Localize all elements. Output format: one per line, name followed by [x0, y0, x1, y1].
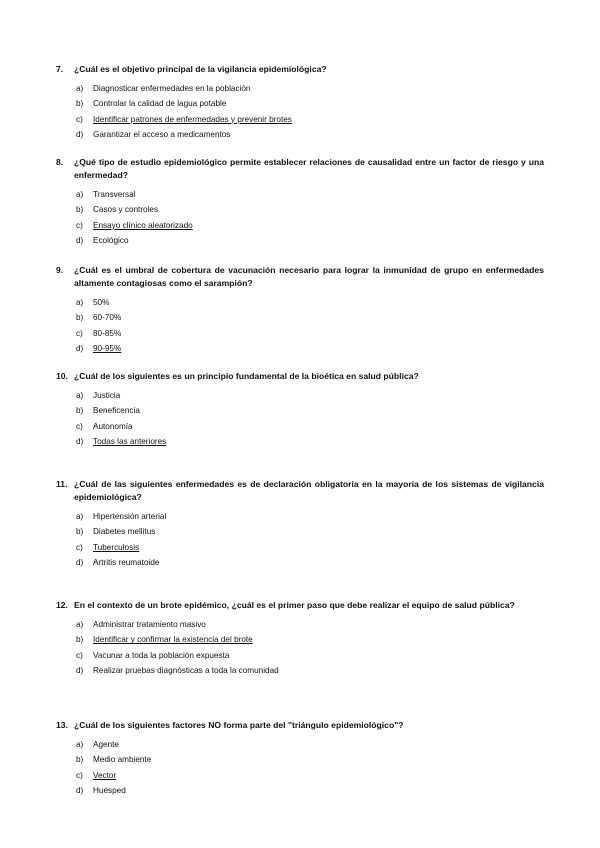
question-header [56, 63, 544, 76]
option-a [76, 295, 544, 310]
answer-options [76, 737, 544, 798]
option-d [76, 783, 544, 798]
option-c [76, 648, 544, 663]
question-number: 13. [56, 720, 68, 730]
option-a [76, 187, 544, 202]
option-text: 80-85% [93, 328, 122, 338]
option-letter: a) [76, 740, 84, 749]
option-letter: b) [76, 635, 84, 645]
option-letter: c) [76, 650, 83, 660]
answer-options [76, 388, 544, 449]
option-letter: c) [76, 220, 83, 230]
option-letter: a) [76, 190, 84, 199]
question-text: En el contexto de un brote epidémico, ¿cuál es el primer paso que debe realizar el equipo de salud pública? [74, 600, 515, 610]
option-letter: c) [76, 114, 83, 124]
question-8 [56, 156, 544, 248]
option-text: Autonomía [93, 421, 133, 431]
option-c [76, 218, 544, 233]
option-b [76, 403, 544, 418]
question-number: 8. [56, 157, 64, 167]
question-header [56, 719, 544, 732]
correct-answer-text: Identificar patrones de enfermedades y prevenir brotes [93, 114, 292, 124]
option-text: Diabetes mellitus [93, 527, 156, 537]
option-b [76, 310, 544, 325]
correct-answer-text: Identificar y confirmar la existencia del brote [93, 635, 253, 645]
option-letter: c) [76, 542, 83, 552]
question-header [56, 264, 544, 290]
option-d [76, 663, 544, 678]
correct-answer-text: Ensayo clínico aleatorizado [93, 220, 193, 230]
option-b [76, 752, 544, 767]
question-number: 10. [56, 371, 68, 381]
option-letter: c) [76, 328, 83, 338]
question-text: ¿Cuál de los siguientes es un principio fundamental de la bioética en salud pública? [74, 371, 419, 381]
option-d [76, 127, 544, 142]
option-text: Justicia [93, 391, 121, 400]
option-letter: c) [76, 421, 83, 431]
correct-answer-text: Todas las anteriores [93, 436, 167, 446]
option-letter: a) [76, 620, 84, 629]
option-c [76, 326, 544, 341]
option-letter: a) [76, 298, 84, 307]
option-letter: b) [76, 99, 84, 109]
option-text: Garantizar el acceso a medicamentos [93, 129, 231, 139]
correct-answer-text: Vector [93, 770, 117, 780]
option-letter: b) [76, 755, 84, 765]
option-text: Administrar tratamiento masivo [93, 620, 206, 629]
option-d [76, 341, 544, 356]
question-13 [56, 719, 544, 798]
option-a [76, 81, 544, 96]
option-a [76, 617, 544, 632]
question-text: ¿Qué tipo de estudio epidemiológico permite establecer relaciones de causalidad entre un factor de riesgo y una enfermedad? [74, 157, 544, 180]
option-c [76, 419, 544, 434]
answer-options [76, 81, 544, 142]
option-letter: a) [76, 512, 84, 521]
question-header [56, 599, 544, 612]
option-a [76, 388, 544, 403]
question-number: 7. [56, 64, 64, 74]
question-11 [56, 478, 544, 570]
answer-options [76, 509, 544, 570]
question-header [56, 370, 544, 383]
option-letter: d) [76, 557, 84, 567]
option-text: Diagnosticar enfermedades en la población [93, 84, 251, 93]
question-number: 12. [56, 600, 68, 610]
option-b [76, 202, 544, 217]
option-text: Vacunar a toda la población expuesta [93, 650, 230, 660]
question-number: 11. [56, 479, 68, 489]
option-text: Agente [93, 740, 119, 749]
option-text: 60-70% [93, 313, 122, 323]
option-c [76, 540, 544, 555]
option-c [76, 112, 544, 127]
option-letter: d) [76, 665, 84, 675]
correct-answer-text: 90-95% [93, 343, 122, 353]
option-letter: b) [76, 527, 84, 537]
option-a [76, 737, 544, 752]
option-letter: d) [76, 343, 84, 353]
question-text: ¿Cuál de las siguientes enfermedades es de declaración obligatoria en la mayoría de los sistemas de vigilancia epidemiológica? [74, 479, 544, 502]
option-text: Beneficencia [93, 406, 140, 416]
question-text: ¿Cuál es el objetivo principal de la vigilancia epidemiológica? [74, 64, 327, 74]
correct-answer-text: Tuberculosis [93, 542, 140, 552]
question-text: ¿Cuál de los siguientes factores NO forma parte del "triángulo epidemiológico"? [74, 720, 404, 730]
answer-options [76, 617, 544, 678]
option-text: Casos y controles [93, 205, 159, 215]
option-text: Huésped [93, 785, 126, 795]
option-letter: d) [76, 235, 84, 245]
option-b [76, 96, 544, 111]
option-letter: d) [76, 129, 84, 139]
question-text: ¿Cuál es el umbral de cobertura de vacunación necesario para lograr la inmunidad de grupo en enfermedades altamente contagiosas como el sarampión? [74, 265, 544, 288]
option-text: Controlar la calidad de lagua potable [93, 99, 227, 109]
answer-options [76, 187, 544, 248]
option-d [76, 555, 544, 570]
question-7 [56, 63, 544, 142]
option-text: Medio ambiente [93, 755, 152, 765]
option-letter: a) [76, 391, 84, 400]
option-text: Realizar pruebas diagnósticas a toda la comunidad [93, 665, 279, 675]
option-b [76, 524, 544, 539]
option-b [76, 632, 544, 647]
option-a [76, 509, 544, 524]
question-10 [56, 370, 544, 449]
question-9 [56, 264, 544, 356]
option-text: 50% [93, 298, 110, 307]
question-header [56, 478, 544, 504]
option-d [76, 434, 544, 449]
option-letter: d) [76, 785, 84, 795]
option-text: Artritis reumatoide [93, 557, 160, 567]
question-12 [56, 599, 544, 678]
option-d [76, 233, 544, 248]
option-letter: b) [76, 205, 84, 215]
answer-options [76, 295, 544, 356]
question-header [56, 156, 544, 182]
option-letter: d) [76, 436, 84, 446]
option-letter: c) [76, 770, 83, 780]
option-letter: b) [76, 313, 84, 323]
option-text: Transversal [93, 190, 136, 199]
question-number: 9. [56, 265, 64, 275]
option-c [76, 768, 544, 783]
option-text: Ecológico [93, 235, 129, 245]
option-text: Hipertensión arterial [93, 512, 167, 521]
option-letter: b) [76, 406, 84, 416]
option-letter: a) [76, 84, 84, 93]
